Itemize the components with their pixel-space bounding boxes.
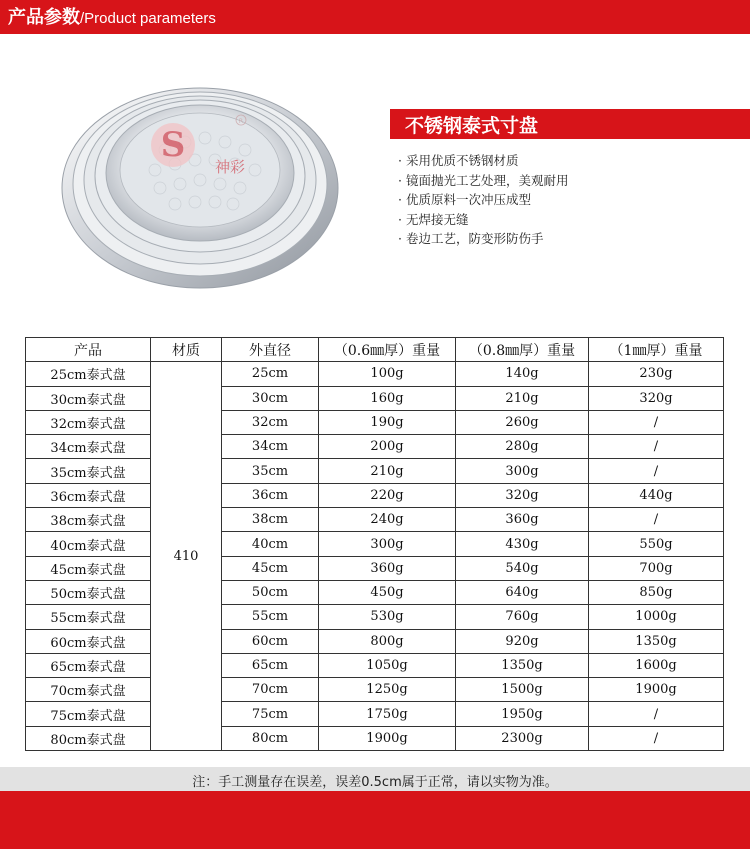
weight-cell: 300g (456, 459, 589, 483)
diameter-cell: 70cm (222, 678, 319, 702)
weight-cell: / (589, 459, 724, 483)
weight-cell: 920g (456, 629, 589, 653)
table-row (26, 532, 724, 556)
weight-cell: 160g (319, 386, 456, 410)
feature-item: · 无焊接无缝 (398, 211, 469, 227)
column-header: 产品 (26, 338, 151, 362)
weight-cell: 200g (319, 435, 456, 459)
product-cell: 38cm泰式盘 (26, 508, 151, 532)
table-row (26, 435, 724, 459)
feature-list (398, 151, 568, 249)
product-cell: 45cm泰式盘 (26, 556, 151, 580)
diameter-cell: 35cm (222, 459, 319, 483)
table-row (26, 459, 724, 483)
table-row (26, 726, 724, 750)
column-header: （0.8㎜厚）重量 (456, 338, 589, 362)
diameter-cell: 34cm (222, 435, 319, 459)
weight-cell: / (589, 508, 724, 532)
feature-item: · 卷边工艺，防变形防伤手 (398, 231, 544, 247)
diameter-cell: 55cm (222, 605, 319, 629)
product-cell: 34cm泰式盘 (26, 435, 151, 459)
weight-cell: 440g (589, 483, 724, 507)
weight-cell: 210g (319, 459, 456, 483)
diameter-cell: 50cm (222, 580, 319, 604)
table-row (26, 386, 724, 410)
table-row (26, 605, 724, 629)
weight-cell: 540g (456, 556, 589, 580)
weight-cell: 1500g (456, 678, 589, 702)
weight-cell: / (589, 435, 724, 459)
table-body (26, 362, 724, 751)
diameter-cell: 75cm (222, 702, 319, 726)
logo-text: 神彩 (215, 158, 246, 176)
column-header: （1㎜厚）重量 (589, 338, 724, 362)
weight-cell: 1750g (319, 702, 456, 726)
weight-cell: 530g (319, 605, 456, 629)
header-bar (0, 0, 750, 34)
measurement-note: 注：手工测量存在误差，误差0.5cm属于正常，请以实物为准。 (192, 775, 558, 790)
registered-mark: R (238, 118, 244, 125)
product-name: 不锈钢泰式寸盘 (405, 115, 539, 137)
diameter-cell: 36cm (222, 483, 319, 507)
product-cell: 70cm泰式盘 (26, 678, 151, 702)
product-cell: 55cm泰式盘 (26, 605, 151, 629)
table-row (26, 580, 724, 604)
weight-cell: 360g (319, 556, 456, 580)
product-cell: 40cm泰式盘 (26, 532, 151, 556)
product-cell: 75cm泰式盘 (26, 702, 151, 726)
product-cell: 65cm泰式盘 (26, 653, 151, 677)
diameter-cell: 45cm (222, 556, 319, 580)
product-photo (55, 80, 355, 300)
weight-cell: 700g (589, 556, 724, 580)
table-row (26, 508, 724, 532)
table-header-row (26, 338, 724, 362)
product-cell: 35cm泰式盘 (26, 459, 151, 483)
feature-item: · 采用优质不锈钢材质 (398, 153, 519, 168)
product-cell: 36cm泰式盘 (26, 483, 151, 507)
product-name-banner (390, 109, 750, 139)
weight-cell: 260g (456, 410, 589, 434)
weight-cell: 1050g (319, 653, 456, 677)
weight-cell: 760g (456, 605, 589, 629)
table-row (26, 702, 724, 726)
table-row (26, 410, 724, 434)
weight-cell: 550g (589, 532, 724, 556)
weight-cell: 1250g (319, 678, 456, 702)
product-cell: 30cm泰式盘 (26, 386, 151, 410)
weight-cell: 360g (456, 508, 589, 532)
column-header: （0.6㎜厚）重量 (319, 338, 456, 362)
table-row (26, 483, 724, 507)
table-row (26, 362, 724, 386)
weight-cell: 450g (319, 580, 456, 604)
weight-cell: 140g (456, 362, 589, 386)
weight-cell: 800g (319, 629, 456, 653)
table-row (26, 678, 724, 702)
diameter-cell: 30cm (222, 386, 319, 410)
feature-item: · 镜面抛光工艺处理，美观耐用 (398, 172, 569, 188)
product-cell: 32cm泰式盘 (26, 410, 151, 434)
weight-cell: 850g (589, 580, 724, 604)
product-cell: 50cm泰式盘 (26, 580, 151, 604)
product-cell: 25cm泰式盘 (26, 362, 151, 386)
weight-cell: 220g (319, 483, 456, 507)
diameter-cell: 25cm (222, 362, 319, 386)
weight-cell: / (589, 702, 724, 726)
weight-cell: 640g (456, 580, 589, 604)
diameter-cell: 32cm (222, 410, 319, 434)
note-bar (0, 767, 750, 791)
section-title (8, 3, 216, 29)
weight-cell: 190g (319, 410, 456, 434)
weight-cell: 1900g (319, 726, 456, 750)
logo-letter: S (160, 125, 186, 165)
weight-cell: 230g (589, 362, 724, 386)
table-row (26, 653, 724, 677)
table-row (26, 556, 724, 580)
weight-cell: 210g (456, 386, 589, 410)
stacked-plates-image (55, 80, 355, 300)
weight-cell: 1350g (456, 653, 589, 677)
weight-cell: 2300g (456, 726, 589, 750)
material-cell: 410 (151, 362, 222, 751)
weight-cell: 1950g (456, 702, 589, 726)
section-title-en: /Product parameters (80, 10, 216, 27)
footer-bar (0, 791, 750, 849)
weight-cell: 1900g (589, 678, 724, 702)
weight-cell: / (589, 410, 724, 434)
diameter-cell: 80cm (222, 726, 319, 750)
weight-cell: 320g (456, 483, 589, 507)
weight-cell: 300g (319, 532, 456, 556)
weight-cell: / (589, 726, 724, 750)
table-row (26, 629, 724, 653)
section-title-cn: 产品参数 (8, 7, 80, 28)
weight-cell: 1600g (589, 653, 724, 677)
weight-cell: 430g (456, 532, 589, 556)
weight-cell: 100g (319, 362, 456, 386)
column-header: 外直径 (222, 338, 319, 362)
weight-cell: 1000g (589, 605, 724, 629)
diameter-cell: 65cm (222, 653, 319, 677)
diameter-cell: 40cm (222, 532, 319, 556)
column-header: 材质 (151, 338, 222, 362)
product-cell: 80cm泰式盘 (26, 726, 151, 750)
spec-table (25, 337, 724, 751)
weight-cell: 240g (319, 508, 456, 532)
feature-item: · 优质原料一次冲压成型 (398, 192, 531, 208)
diameter-cell: 38cm (222, 508, 319, 532)
weight-cell: 1350g (589, 629, 724, 653)
diameter-cell: 60cm (222, 629, 319, 653)
weight-cell: 280g (456, 435, 589, 459)
product-cell: 60cm泰式盘 (26, 629, 151, 653)
weight-cell: 320g (589, 386, 724, 410)
